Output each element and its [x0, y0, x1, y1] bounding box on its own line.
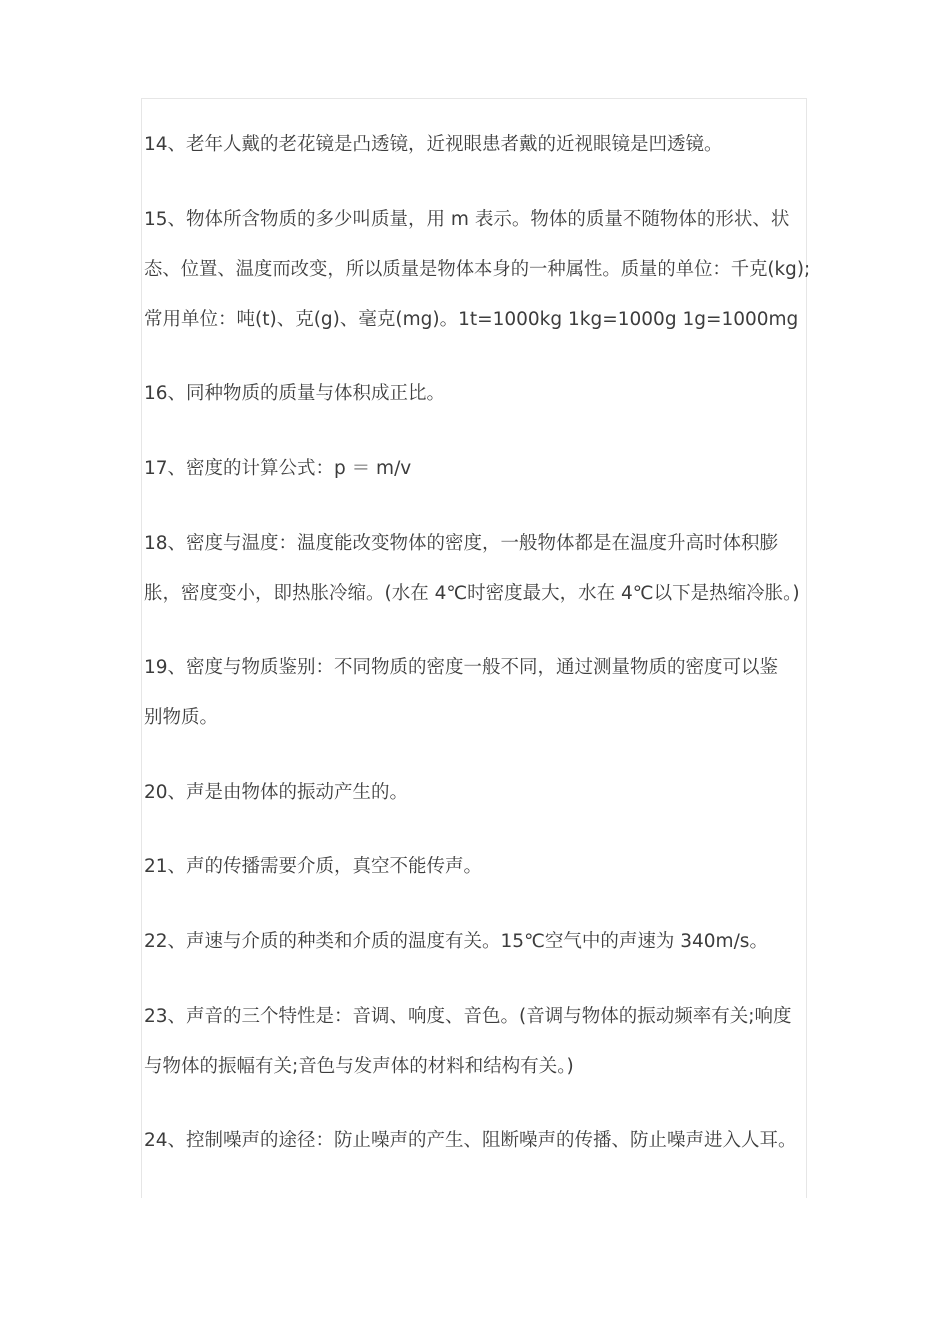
- text-line: 23、声音的三个特性是：音调、响度、音色。(音调与物体的振动频率有关;响度: [144, 1006, 792, 1027]
- text-line: 与物体的振幅有关;音色与发声体的材料和结构有关。): [144, 1056, 574, 1077]
- paragraph-19: [144, 643, 812, 743]
- paragraph-23: [144, 992, 812, 1092]
- paragraph-24: [144, 1116, 812, 1166]
- text-line: 14、老年人戴的老花镜是凸透镜，近视眼患者戴的近视眼镜是凹透镜。: [144, 134, 723, 155]
- text-line: 15、物体所含物质的多少叫质量，用 m 表示。物体的质量不随物体的形状、状: [144, 209, 790, 230]
- paragraph-17: [144, 444, 812, 494]
- text-line: 常用单位：吨(t)、克(g)、毫克(mg)。1t=1000kg 1kg=1000g 1g=1000mg: [144, 309, 799, 330]
- paragraph-16: [144, 369, 812, 419]
- text-line: 17、密度的计算公式：p ＝ m/v: [144, 458, 412, 479]
- text-line: 21、声的传播需要介质，真空不能传声。: [144, 856, 483, 877]
- paragraph-14: [144, 120, 812, 170]
- text-line: 24、控制噪声的途径：防止噪声的产生、阻断噪声的传播、防止噪声进入人耳。: [144, 1130, 797, 1151]
- text-line: 16、同种物质的质量与体积成正比。: [144, 383, 446, 404]
- text-line: 20、声是由物体的振动产生的。: [144, 782, 409, 803]
- text-line: 态、位置、温度而改变，所以质量是物体本身的一种属性。质量的单位：千克(kg);: [144, 259, 811, 280]
- paragraph-22: [144, 917, 812, 967]
- paragraph-18: [144, 519, 812, 619]
- text-line: 别物质。: [144, 707, 219, 728]
- paragraph-20: [144, 768, 812, 818]
- paragraph-21: [144, 842, 812, 892]
- paragraph-15: [144, 195, 812, 345]
- text-line: 19、密度与物质鉴别：不同物质的密度一般不同，通过测量物质的密度可以鉴: [144, 657, 779, 678]
- text-line: 22、声速与介质的种类和介质的温度有关。15℃空气中的声速为 340m/s。: [144, 931, 768, 952]
- text-line: 胀，密度变小，即热胀冷缩。(水在 4℃时密度最大，水在 4℃以下是热缩冷胀。): [144, 583, 800, 604]
- text-line: 18、密度与温度：温度能改变物体的密度，一般物体都是在温度升高时体积膨: [144, 533, 779, 554]
